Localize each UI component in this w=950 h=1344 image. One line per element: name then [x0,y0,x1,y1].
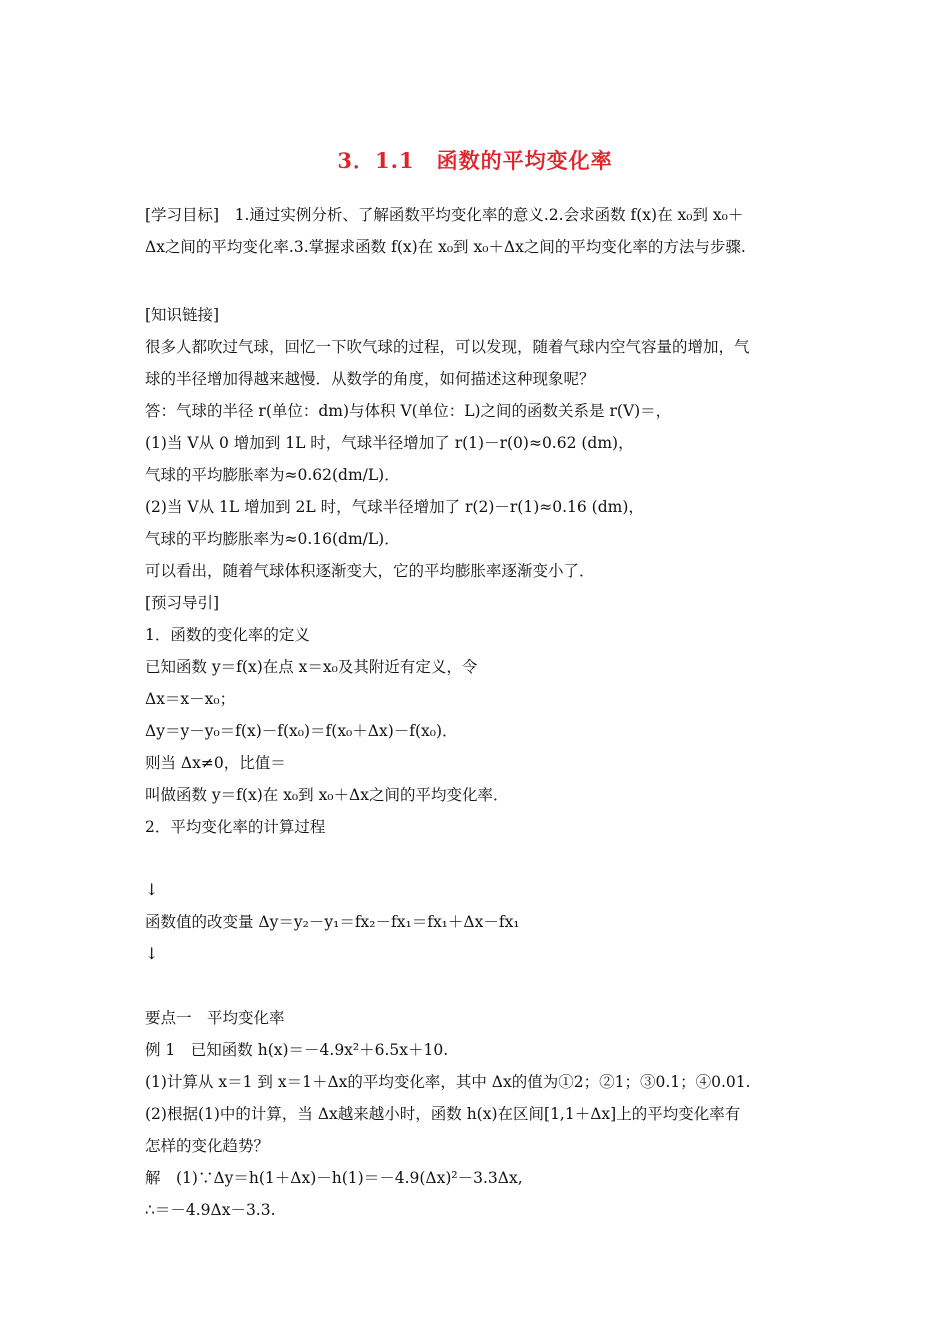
example-line-6: ∴＝－4.9Δx－3.3. [145,1201,276,1219]
preview-heading: [预习导引] [145,594,220,612]
down-arrow-icon: ↓ [145,880,159,899]
preview-line-2: 已知函数 y＝f(x)在点 x＝x₀及其附近有定义，令 [145,658,478,676]
preview-line-3: Δx＝x－x₀； [145,690,236,708]
learning-goals-line-2: Δx之间的平均变化率.3.掌握求函数 f(x)在 x₀到 x₀＋Δx之间的平均变化率的方法与步骤. [145,238,746,256]
example-line-5: 解 (1)∵Δy＝h(1＋Δx)－h(1)＝－4.9(Δx)²－3.3Δx, [145,1169,523,1187]
knowledge-line-8: 可以看出，随着气球体积逐渐变大，它的平均膨胀率逐渐变小了． [145,562,595,580]
knowledge-line-1: 很多人都吹过气球，回忆一下吹气球的过程，可以发现，随着气球内空气容量的增加，气 [145,338,750,356]
preview-line-6: 叫做函数 y＝f(x)在 x₀到 x₀＋Δx之间的平均变化率． [145,786,509,804]
knowledge-line-6: (2)当 V从 1L 增加到 2L 时，气球半径增加了 r(2)－r(1)≈0.16 (dm)， [145,498,644,516]
preview-line-5: 则当 Δx≠0，比值＝ [145,754,286,772]
page-title: 3．1.1 函数的平均变化率 [337,148,613,173]
knowledge-line-2: 球的半径增加得越来越慢．从数学的角度，如何描述这种现象呢？ [145,370,595,388]
example-line-3: (2)根据(1)中的计算，当 Δx越来越小时，函数 h(x)在区间[1,1＋Δx]上的平均变化率有 [145,1105,741,1123]
example-line-4: 怎样的变化趋势？ [145,1137,270,1155]
process-step: 函数值的改变量 Δy＝y₂－y₁＝fx₂－fx₁＝fx₁＋Δx－fx₁ [145,913,520,931]
learning-goals-line-1: [学习目标] 1.通过实例分析、了解函数平均变化率的意义.2.会求函数 f(x)在 x₀到 x₀＋ [145,206,744,224]
preview-line-1: 1．函数的变化率的定义 [145,626,310,644]
knowledge-line-5: 气球的平均膨胀率为≈0.62(dm/L)． [145,466,400,484]
down-arrow-icon: ↓ [145,944,159,963]
example-line-2: (1)计算从 x＝1 到 x＝1＋Δx的平均变化率，其中 Δx的值为①2；②1；③0.1；④0.01. [145,1073,751,1091]
knowledge-link-heading: [知识链接] [145,306,220,324]
preview-line-7: 2．平均变化率的计算过程 [145,818,326,836]
knowledge-line-4: (1)当 V从 0 增加到 1L 时，气球半径增加了 r(1)－r(0)≈0.62 (dm)， [145,434,634,452]
preview-line-4: Δy＝y－y₀＝f(x)－f(x₀)＝f(x₀＋Δx)－f(x₀)． [145,722,458,740]
knowledge-line-7: 气球的平均膨胀率为≈0.16(dm/L)． [145,530,400,548]
example-line-1: 例 1 已知函数 h(x)＝－4.9x²＋6.5x＋10. [145,1041,449,1059]
key-point-heading: 要点一 平均变化率 [145,1009,285,1027]
knowledge-line-3: 答：气球的半径 r(单位：dm)与体积 V(单位：L)之间的函数关系是 r(V)＝， [145,402,672,420]
